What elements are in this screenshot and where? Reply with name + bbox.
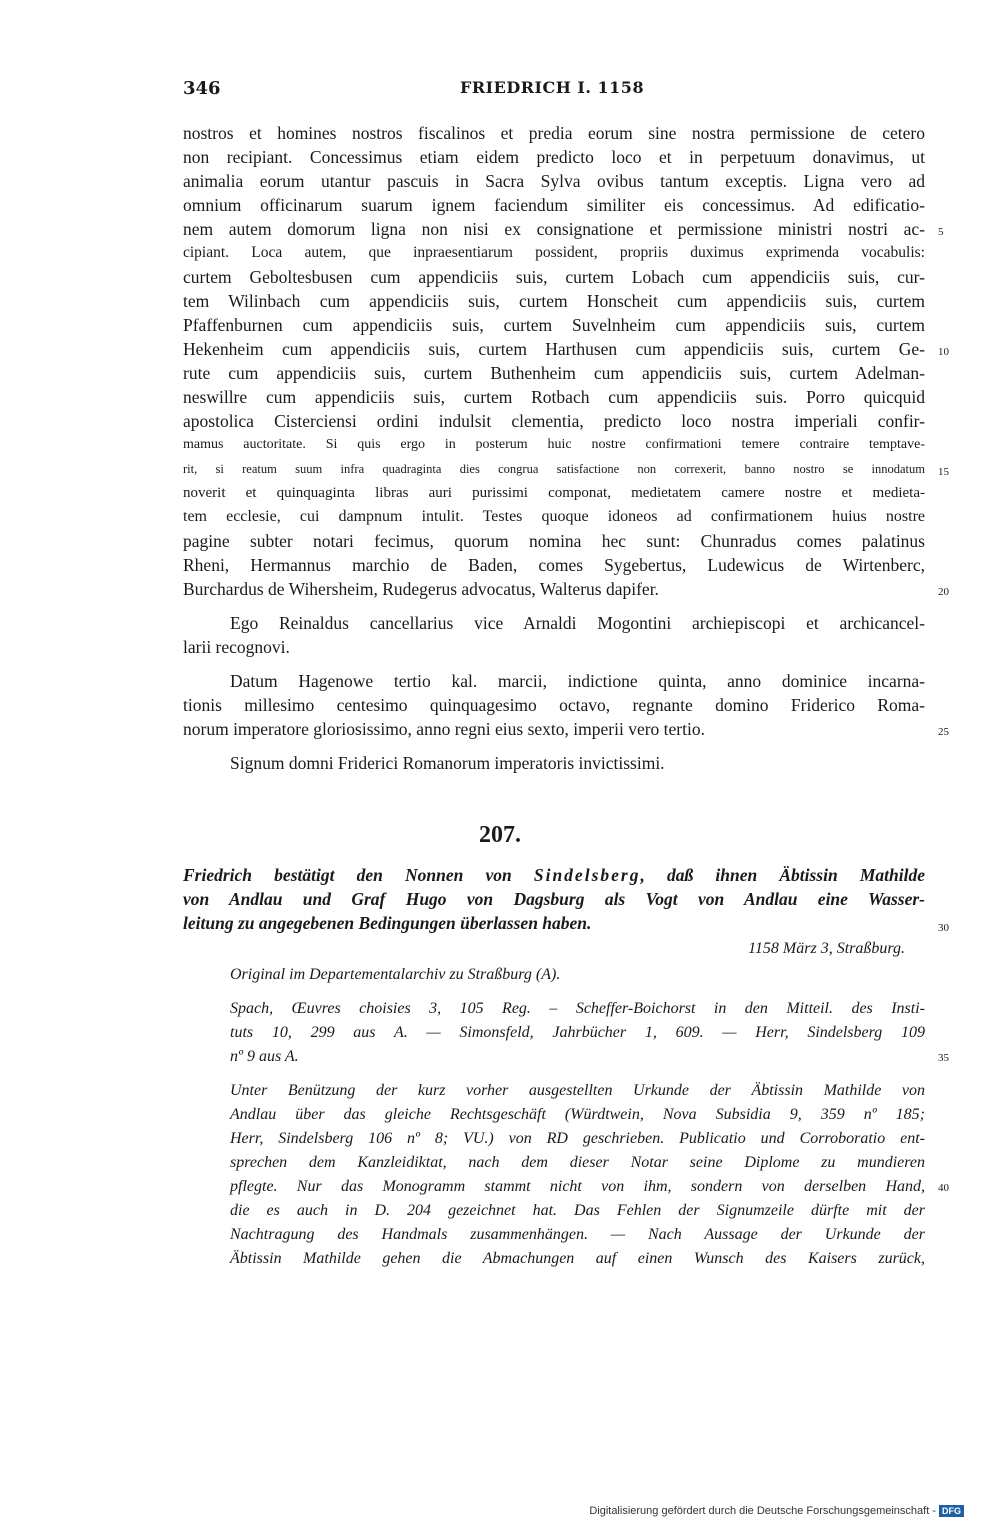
body-line: tem Wilinbach cum appendiciis suis, curtem Honscheit cum appendiciis suis, curtem	[183, 291, 925, 311]
literature-line: Spach, Œuvres choisies 3, 105 Reg. – Scheffer-Boichorst in den Mitteil. des Insti-	[230, 1000, 925, 1017]
commentary-line: Unter Benützung der kurz vorher ausgestellten Urkunde der Äbtissin Mathilde von	[230, 1082, 925, 1099]
signum-line: Signum domni Friderici Romanorum imperatoris invictissimi.	[230, 753, 665, 773]
body-line: cipiant. Loca autem, que inpraesentiarum possident, propriis duximus exprimenda vocabulis:	[183, 244, 925, 261]
dating-line: Datum Hagenowe tertio kal. marcii, indictione quinta, anno dominice incarna-	[230, 671, 925, 691]
regest-text: Friedrich bestätigt den Nonnen von	[183, 865, 534, 885]
body-line: Hekenheim cum appendiciis suis, curtem Harthusen cum appendiciis suis, curtem Ge-	[183, 339, 925, 359]
document-number: 207.	[479, 822, 521, 848]
page-number: 346	[183, 78, 221, 99]
original-note: Original im Departementalarchiv zu Straßburg (A).	[230, 966, 561, 983]
body-line: nostros et homines nostros fiscalinos et predia eorum sine nostra permissione de cetero	[183, 123, 925, 143]
commentary-line: pflegte. Nur das Monogramm stammt nicht von ihm, sondern von derselben Hand,	[230, 1178, 925, 1195]
body-line: omnium officinarum suarum ignem faciendum similiter eis concessimus. Ad edificatio-	[183, 195, 925, 215]
line-number: 25	[938, 726, 949, 738]
literature-line: tuts 10, 299 aus A. — Simonsfeld, Jahrbücher 1, 609. — Herr, Sindelsberg 109	[230, 1024, 925, 1041]
dfg-logo: DFG	[939, 1505, 964, 1517]
line-number: 40	[938, 1182, 949, 1194]
dating-line: norum imperatore gloriosissimo, anno regni eius sexto, imperii vero tertio.	[183, 719, 705, 739]
line-number: 15	[938, 466, 949, 478]
line-number: 5	[938, 226, 944, 238]
body-line: neswillre cum appendiciis suis, curtem Rotbach cum appendiciis suis. Porro quicquid	[183, 387, 925, 407]
line-number: 20	[938, 586, 949, 598]
body-line: noverit et quinquaginta libras auri purissimi componat, medietatem camere nostre et medieta-	[183, 485, 925, 501]
body-line: nem autem domorum ligna non nisi ex consignatione et permissione ministri nostri ac-	[183, 219, 925, 239]
body-line: Rheni, Hermannus marchio de Baden, comes Sygebertus, Ludewicus de Wirtenberc,	[183, 555, 925, 575]
running-head: FRIEDRICH I. 1158	[460, 78, 645, 97]
regest-name: Sindelsberg	[533, 865, 641, 885]
regest-line	[183, 864, 925, 886]
commentary-line: sprechen dem Kanzleidiktat, nach dem dieser Notar seine Diplome zu mundieren	[230, 1154, 925, 1171]
body-line: Burchardus de Wihersheim, Rudegerus advocatus, Walterus dapifer.	[183, 579, 659, 599]
body-line: rute cum appendiciis suis, curtem Buthenheim cum appendiciis suis, curtem Adelman-	[183, 363, 925, 383]
line-number: 30	[938, 922, 949, 934]
regest-line: leitung zu angegebenen Bedingungen überlassen haben.	[183, 913, 592, 933]
body-line: animalia eorum utantur pascuis in Sacra Sylva ovibus tantum exceptis. Ligna vero ad	[183, 171, 925, 191]
literature-line: nº 9 aus A.	[230, 1048, 299, 1065]
body-line: curtem Geboltesbusen cum appendiciis suis, curtem Lobach cum appendiciis suis, cur-	[183, 267, 925, 287]
dating-line: tionis millesimo centesimo quinquagesimo octavo, regnante domino Friderico Roma-	[183, 695, 925, 715]
regest-text: , daß ihnen Äbtissin Mathilde	[640, 865, 925, 885]
body-line: tem ecclesie, cui dampnum intulit. Testes quoque idoneos ad confirmationem huius nostre	[183, 508, 925, 525]
commentary-line: Herr, Sindelsberg 106 nº 8; VU.) von RD geschrieben. Publicatio und Corroboratio ent-	[230, 1130, 925, 1147]
footer-credit-text: Digitalisierung gefördert durch die Deutsche Forschungsgemeinschaft -	[589, 1505, 936, 1517]
commentary-line: Äbtissin Mathilde gehen die Abmachungen auf einen Wunsch des Kaisers zurück,	[230, 1250, 925, 1267]
body-line: pagine subter notari fecimus, quorum nomina hec sunt: Chunradus comes palatinus	[183, 531, 925, 551]
date-place: 1158 März 3, Straßburg.	[748, 940, 905, 957]
recognition-line: Ego Reinaldus cancellarius vice Arnaldi Mogontini archiepiscopi et archicancel-	[230, 613, 925, 633]
line-number: 35	[938, 1052, 949, 1064]
regest-line: von Andlau und Graf Hugo von Dagsburg als Vogt von Andlau eine Wasser-	[183, 889, 925, 909]
body-line: non recipiant. Concessimus etiam eidem predicto loco et in perpetuum donavimus, ut	[183, 147, 925, 167]
commentary-line: die es auch in D. 204 gezeichnet hat. Das Fehlen der Signumzeile dürfte mit der	[230, 1202, 925, 1219]
body-line: apostolica Cisterciensi ordini indulsit clementia, predicto loco nostra imperiali confir-	[183, 411, 925, 431]
body-line: mamus auctoritate. Si quis ergo in posterum huic nostre confirmationi temere contraire temptave-	[183, 437, 925, 452]
commentary-line: Nachtragung des Handmals zusammenhängen. — Nach Aussage der Urkunde der	[230, 1226, 925, 1243]
line-number: 10	[938, 346, 949, 358]
footer-credit	[589, 1505, 964, 1517]
commentary-line: Andlau über das gleiche Rechtsgeschäft (Würdtwein, Nova Subsidia 9, 359 nº 185;	[230, 1106, 925, 1123]
body-line: Pfaffenburnen cum appendiciis suis, curtem Suvelnheim cum appendiciis suis, curtem	[183, 315, 925, 335]
recognition-line: larii recognovi.	[183, 637, 290, 657]
body-line: rit, si reatum suum infra quadraginta dies congrua satisfactione non correxerit, banno nostro se innodatum	[183, 462, 925, 476]
